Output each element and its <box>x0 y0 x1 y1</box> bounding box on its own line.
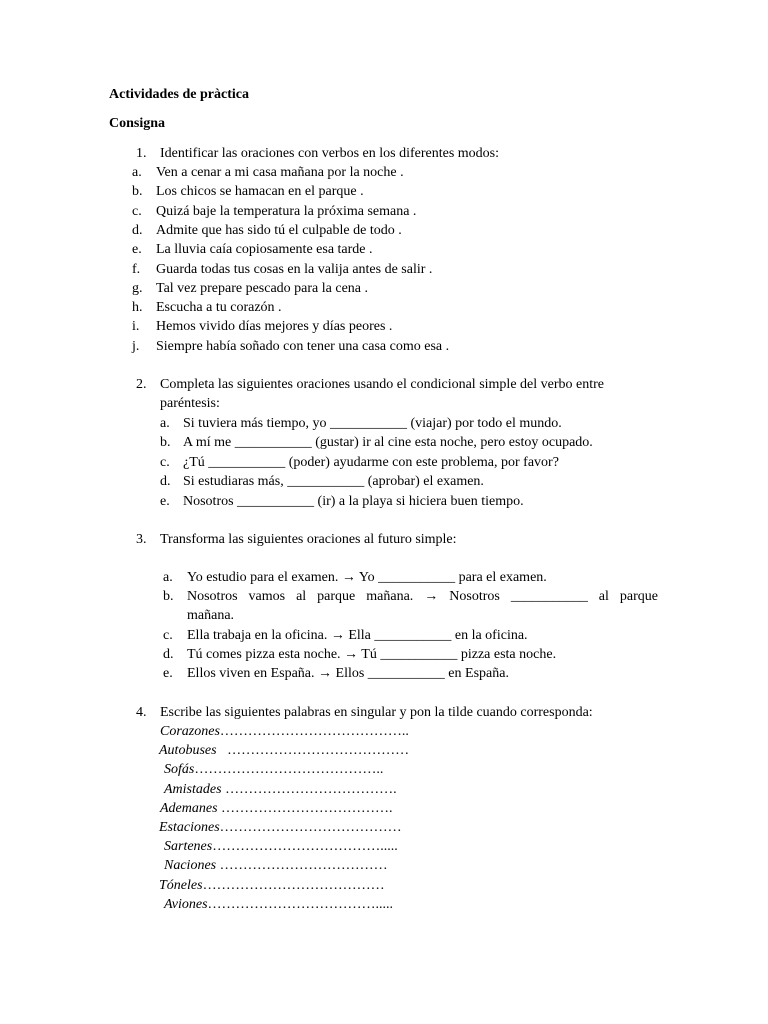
answer-blank: ………………………………. <box>221 781 397 797</box>
word-row <box>164 896 393 913</box>
answer-blank: ………………………………… <box>202 877 385 893</box>
list-item: Yo estudio para el examen. → Yo ___________ para el examen. <box>187 570 547 585</box>
list-item: ¿Tú ___________ (poder) ayudarme con este problema, por favor? <box>183 454 559 470</box>
section1-number: 1. <box>136 146 147 161</box>
word-row <box>164 838 398 855</box>
word-label: Estaciones <box>159 820 220 835</box>
list-item-marker: d. <box>132 222 143 238</box>
consigna-heading: Consigna <box>109 116 166 131</box>
list-item: Nosotros vamos al parque mañana. → Nosotros ___________ al parque <box>187 589 658 604</box>
list-item: Ellos viven en España. → Ellos ___________ en España. <box>187 666 509 681</box>
list-item-marker: h. <box>132 300 143 316</box>
list-item: Ella trabaja en la oficina. → Ella ___________ en la oficina. <box>187 628 528 643</box>
word-row <box>159 819 402 836</box>
list-item: Escucha a tu corazón . <box>156 300 282 316</box>
list-item: Si tuviera más tiempo, yo ___________ (viajar) por todo el mundo. <box>183 416 562 431</box>
section4-number: 4. <box>136 705 147 720</box>
word-label: Sofás <box>164 762 195 778</box>
section4-heading: Escribe las siguientes palabras en singular y pon la tilde cuando corresponda: <box>160 705 593 720</box>
word-row <box>159 742 409 759</box>
section3-heading: Transforma las siguientes oraciones al futuro simple: <box>160 532 457 547</box>
list-item-marker: e. <box>160 493 170 509</box>
list-item-marker: c. <box>160 454 170 470</box>
word-label: Sartenes <box>164 839 213 855</box>
list-item-marker: b. <box>132 184 143 200</box>
list-item-marker: j. <box>132 338 140 354</box>
list-item-marker: d. <box>160 474 171 490</box>
list-item: Hemos vivido días mejores y días peores . <box>156 319 393 335</box>
word-label: Autobuses <box>159 743 217 759</box>
section2-heading-line2: paréntesis: <box>160 396 220 411</box>
list-item: Guarda todas tus cosas en la valija antes de salir . <box>156 261 433 277</box>
list-item-marker: a. <box>160 416 170 431</box>
word-row <box>164 781 397 798</box>
answer-blank: ………………………………….. <box>219 724 409 739</box>
answer-blank: ………………………………..... <box>212 839 398 855</box>
answer-blank: ……………………………… <box>216 858 388 874</box>
list-item-continuation: mañana. <box>187 608 235 623</box>
list-item-marker: e. <box>132 242 142 258</box>
list-item: La lluvia caía copiosamente esa tarde . <box>156 242 373 258</box>
answer-blank: ………………………………. <box>217 800 393 816</box>
list-item-marker: d. <box>163 647 174 662</box>
word-row <box>164 761 383 778</box>
list-item-marker: g. <box>132 280 143 296</box>
list-item: A mí me ___________ (gustar) ir al cine esta noche, pero estoy ocupado. <box>183 435 593 451</box>
section2-heading-line1: Completa las siguientes oraciones usando el condicional simple del verbo entre <box>160 377 604 392</box>
list-item-marker: a. <box>132 165 142 180</box>
word-row <box>159 877 385 894</box>
answer-blank: ………………………………… <box>216 743 410 759</box>
list-item-marker: c. <box>163 628 173 643</box>
list-item-marker: b. <box>163 589 174 604</box>
list-item: Ven a cenar a mi casa mañana por la noche . <box>156 165 404 180</box>
word-label: Aviones <box>164 896 208 912</box>
section3-number: 3. <box>136 532 147 547</box>
section1-heading: Identificar las oraciones con verbos en los diferentes modos: <box>160 146 500 161</box>
answer-blank: ………………………………… <box>219 820 402 835</box>
list-item: Siempre había soñado con tener una casa como esa . <box>156 338 450 354</box>
list-item: Si estudiaras más, ___________ (aprobar) el examen. <box>183 474 484 490</box>
word-label: Amistades <box>164 781 222 797</box>
list-item-marker: c. <box>132 203 142 219</box>
list-item: Admite que has sido tú el culpable de todo . <box>156 222 402 238</box>
list-item-marker: b. <box>160 435 171 451</box>
list-item-marker: a. <box>163 570 173 585</box>
word-label: Naciones <box>164 858 217 874</box>
list-item-marker: e. <box>163 666 173 681</box>
document-title: Actividades de pràctica <box>109 87 249 102</box>
answer-blank: ………………………………….. <box>194 762 384 778</box>
word-label: Tóneles <box>159 877 203 893</box>
word-label: Corazones <box>160 724 220 739</box>
list-item: Nosotros ___________ (ir) a la playa si hiciera buen tiempo. <box>183 493 524 509</box>
word-row <box>164 857 388 874</box>
list-item-marker: i. <box>132 319 140 335</box>
word-row <box>160 723 409 740</box>
list-item: Quizá baje la temperatura la próxima semana . <box>156 203 417 219</box>
list-item: Tú comes pizza esta noche. → Tú ___________ pizza esta noche. <box>187 647 557 662</box>
word-label: Ademanes <box>160 800 218 816</box>
answer-blank: ………………………………..... <box>207 896 394 912</box>
list-item-marker: f. <box>132 261 141 277</box>
list-item: Tal vez prepare pescado para la cena . <box>156 280 368 296</box>
section2-number: 2. <box>136 377 147 392</box>
list-item: Los chicos se hamacan en el parque . <box>156 184 364 200</box>
word-row <box>160 800 393 817</box>
